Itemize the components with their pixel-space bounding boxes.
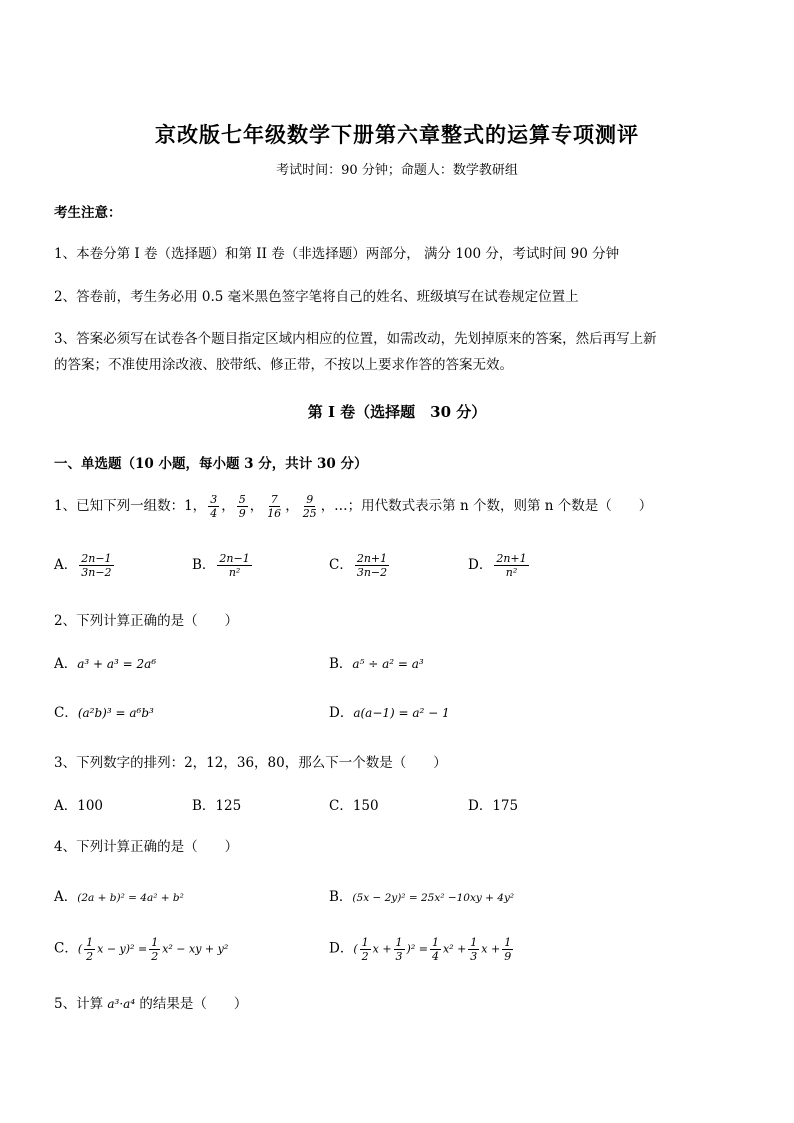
question-1-suffix: ，…；用代数式表示第 n 个数，则第 n 个数是（ ） <box>320 498 653 514</box>
q4-option-c[interactable]: C．( $\frac{1}{2}$ x − y)² = $\frac{1}{2}$ x² − xy + y² <box>54 936 229 963</box>
seq-fraction-1: $\frac{3}{4}$ <box>210 493 218 520</box>
part-title: 一、单选题（10 小题，每小题 3 分，共计 30 分） <box>54 456 368 472</box>
q1-option-b[interactable]: B． $\frac{2n-1}{\text{n²}}$ <box>192 552 250 579</box>
notice-item-2: 2、答卷前，考生务必用 0.5 毫米黑色签字笔将自己的姓名、班级填写在试卷规定位置上 <box>54 289 579 305</box>
q4-option-b[interactable]: B．(5x − 2y)² = 25x² −10xy + 4y² <box>329 889 515 905</box>
question-1-prefix: 1、已知下列一组数：1， <box>54 498 207 514</box>
exam-subtitle: 考试时间：90 分钟；命题人：数学教研组 <box>276 163 518 178</box>
question-4: 4、下列计算正确的是（ ） <box>54 839 239 855</box>
notice-item-1: 1、本卷分第 I 卷（选择题）和第 II 卷（非选择题）两部分， 满分 100 分，考试时间 90 分钟 <box>54 246 620 262</box>
question-2: 2、下列计算正确的是（ ） <box>54 613 239 629</box>
q1-option-a[interactable]: A． $\frac{2n-1}{3n-2}$ <box>54 552 112 579</box>
q2-option-d[interactable]: D．a(a−1) = a² − 1 <box>329 705 450 721</box>
question-3: 3、下列数字的排列：2，12，36，80，那么下一个数是（ ） <box>54 755 447 771</box>
q3-option-c[interactable]: C．150 <box>329 798 379 814</box>
notice-item-3-line-2: 的答案；不准使用涂改液、胶带纸、修正带，不按以上要求作答的答案无效。 <box>54 357 513 373</box>
section-title: 第 I 卷（选择题 30 分） <box>307 403 487 421</box>
seq-fraction-3: $\frac{7}{16}$ <box>267 493 282 520</box>
question-1: 1、已知下列一组数：1， $\frac{3}{4}$ ， $\frac{5}{9}$ ， $\frac{7}{16}$ ， $\frac{9}{25}$ ，…；用代数式表示第 n 个数，则第 n 个数是（ ） <box>54 493 653 520</box>
page-title: 京改版七年级数学下册第六章整式的运算专项测评 <box>155 122 639 147</box>
q2-option-c[interactable]: C．(a²b)³ = a⁶b³ <box>54 705 154 721</box>
q2-option-b[interactable]: B．a⁵ ÷ a² = a³ <box>329 656 424 672</box>
notice-item-3-line-1: 3、答案必须写在试卷各个题目指定区域内相应的位置，如需改动，先划掉原来的答案，然后再写上新 <box>54 331 657 347</box>
q4-option-d[interactable]: D．( $\frac{1}{2}$ x + $\frac{1}{3}$ )² = $\frac{1}{4}$ x² + $\frac{1}{3}$ x + $\frac{1}{9}$ <box>329 936 512 963</box>
q4-option-a[interactable]: A．(2a + b)² = 4a² + b² <box>54 889 184 905</box>
q3-option-b[interactable]: B．125 <box>192 798 242 814</box>
seq-fraction-4: $\frac{9}{25}$ <box>302 493 317 520</box>
q2-option-a[interactable]: A．a³ + a³ = 2a⁶ <box>54 656 157 672</box>
q3-option-d[interactable]: D．175 <box>468 798 519 814</box>
q1-option-d[interactable]: D． $\frac{2n+1}{\text{n²}}$ <box>468 552 527 579</box>
q1-option-c[interactable]: C． $\frac{2n+1}{3n-2}$ <box>329 552 388 579</box>
question-5: 5、计算 a³·a⁴ 的结果是（ ） <box>54 996 248 1012</box>
q3-option-a[interactable]: A．100 <box>54 798 104 814</box>
seq-fraction-2: $\frac{5}{9}$ <box>238 493 246 520</box>
notice-heading: 考生注意： <box>54 205 122 221</box>
